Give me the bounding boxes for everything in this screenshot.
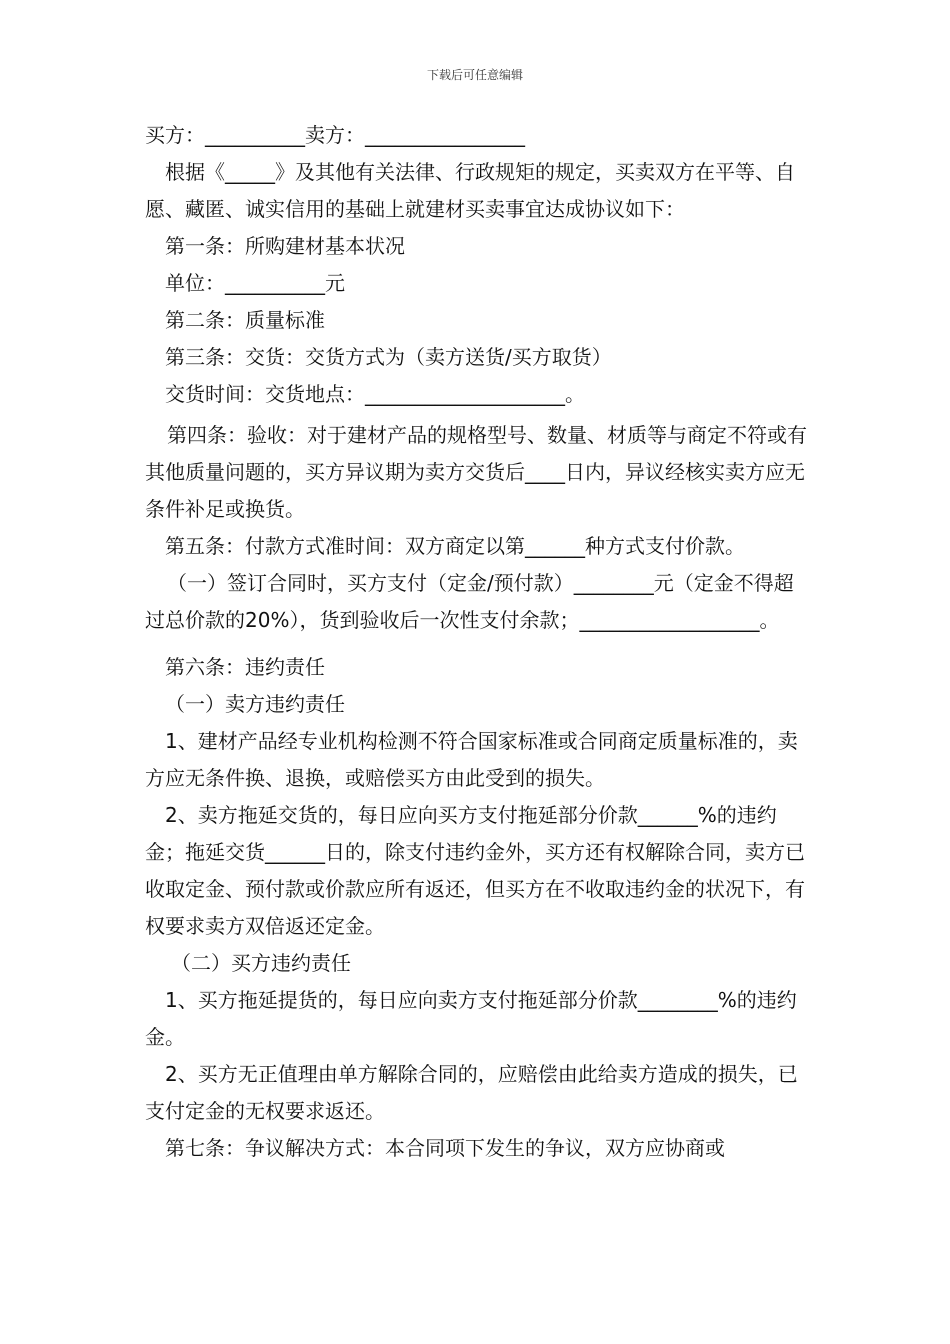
- article-5-heading: 第五条：付款方式准时间：双方商定以第______种方式支付价款。: [165, 534, 745, 558]
- seller-liability-1: 1、建材产品经专业机构检测不符合国家标准或合同商定质量标准的，卖方应无条件换、退换，或赔偿买方由此受到的损失。: [145, 729, 798, 790]
- article-2-heading: 第二条：质量标准: [165, 308, 325, 332]
- article-3-heading: 第三条：交货：交货方式为（卖方送货/买方取货）: [165, 345, 612, 369]
- article-1-heading: 第一条：所购建材基本状况: [165, 234, 405, 258]
- delivery-time-line: 交货时间：交货地点：____________________。: [165, 382, 585, 406]
- buyer-liability-2: 2、买方无正值理由单方解除合同的，应赔偿由此给卖方造成的损失，已支付定金的无权要求返还。: [145, 1062, 798, 1123]
- seller-liability-2: 2、卖方拖延交货的，每日应向买方支付拖延部分价款______%的违约金；拖延交货______日的，除支付违约金外，买方还有权解除合同，卖方已收取定金、预付款或价款应所有返还，但买方在不收取违约金的状况下，有权要求卖方双倍返还定金。: [145, 803, 805, 938]
- page-header: 下载后可任意编辑: [426, 68, 523, 82]
- article-6-heading: 第六条：违约责任: [165, 655, 325, 679]
- document-body: [145, 117, 807, 1167]
- article-4-paragraph: 第四条：验收：对于建材产品的规格型号、数量、材质等与商定不符或有其他质量问题的，买方异议期为卖方交货后____日内，异议经核实卖方应无条件补足或换货。: [145, 423, 807, 521]
- buyer-liability-1: 1、买方拖延提货的，每日应向卖方支付拖延部分价款________%的违约金。: [145, 988, 797, 1049]
- seller-liability-heading: （一）卖方违约责任: [165, 692, 345, 716]
- unit-line: 单位：__________元: [165, 271, 345, 295]
- parties-line: 买方：__________卖方：________________: [145, 123, 525, 147]
- preamble-paragraph: 根据《_____》及其他有关法律、行政规矩的规定，买卖双方在平等、自愿、藏匿、诚实信用的基础上就建材买卖事宜达成协议如下：: [145, 160, 795, 221]
- article-7-paragraph: 第七条：争议解决方式：本合同项下发生的争议，双方应协商或: [165, 1136, 725, 1160]
- payment-clause-1: （一）签订合同时，买方支付（定金/预付款）________元（定金不得超过总价款的20%），货到验收后一次性支付余款；__________________。: [145, 571, 794, 632]
- buyer-liability-heading: （二）买方违约责任: [171, 951, 351, 975]
